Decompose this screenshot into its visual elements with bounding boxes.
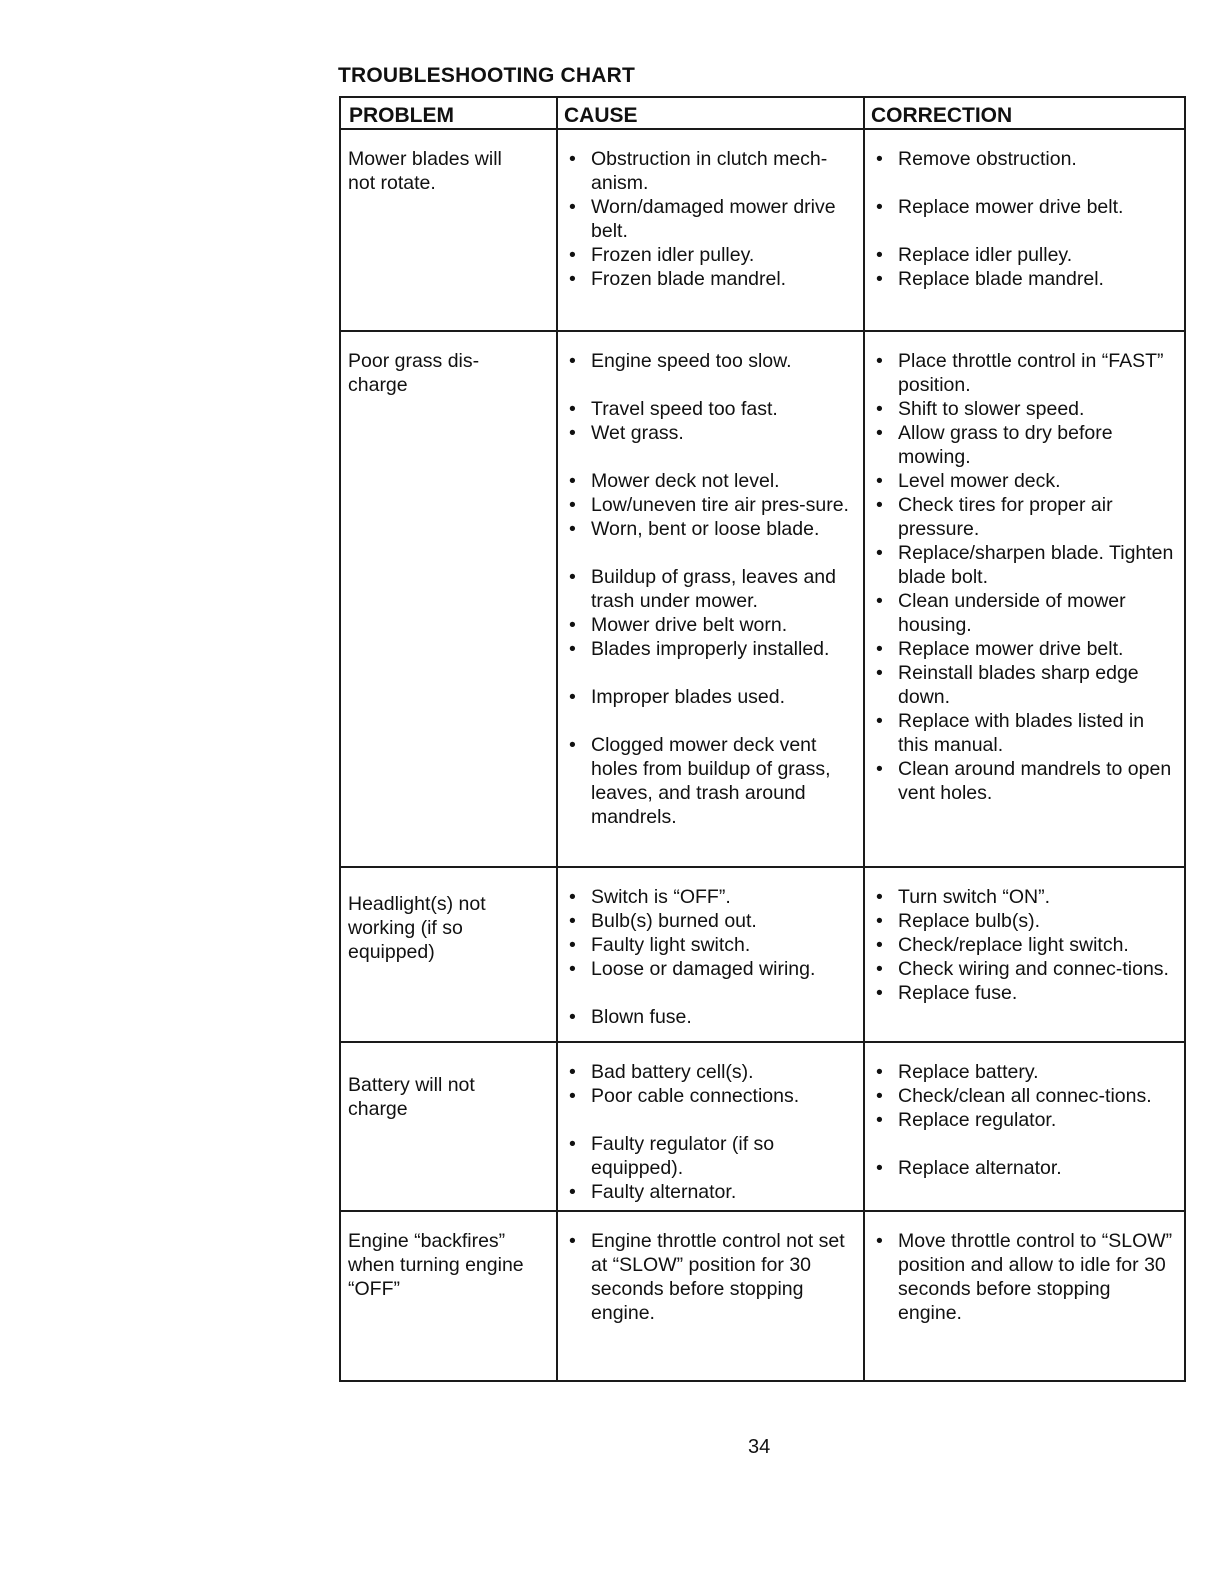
correction-item: • Check tires for proper air pressure. — [872, 493, 1178, 541]
cause-item: • Engine throttle control not set at “SLOW” position for 30 seconds before stopping engine. — [565, 1229, 857, 1325]
problem-cell — [340, 1042, 557, 1211]
header-correction: CORRECTION — [864, 97, 1185, 129]
correction-cell — [864, 129, 1185, 331]
cause-item: • Loose or damaged wiring. — [565, 957, 857, 981]
correction-item: • Level mower deck. — [872, 469, 1178, 493]
correction-item: • Clean underside of mower housing. — [872, 589, 1178, 637]
correction-item: • Replace mower drive belt. — [872, 195, 1178, 219]
cause-item: • Bad battery cell(s). — [565, 1060, 857, 1084]
correction-item: • Replace bulb(s). — [872, 909, 1178, 933]
cause-item: • Wet grass. — [565, 421, 857, 445]
cause-item: • Blown fuse. — [565, 1005, 857, 1029]
cause-cell — [557, 129, 864, 331]
problem-cell — [340, 1211, 557, 1381]
correction-item: • Replace mower drive belt. — [872, 637, 1178, 661]
correction-item: • Place throttle control in “FAST” position. — [872, 349, 1178, 397]
cause-item: • Faulty alternator. — [565, 1180, 857, 1204]
table-row — [340, 867, 1185, 1042]
correction-cell — [864, 1211, 1185, 1381]
correction-cell — [864, 331, 1185, 867]
cause-item: • Obstruction in clutch mech-anism. — [565, 147, 857, 195]
correction-item: • Replace blade mandrel. — [872, 267, 1178, 291]
cause-cell — [557, 331, 864, 867]
cause-item: • Poor cable connections. — [565, 1084, 857, 1108]
correction-item: • Shift to slower speed. — [872, 397, 1178, 421]
cause-item: • Low/uneven tire air pres-sure. — [565, 493, 857, 517]
correction-item: • Turn switch “ON”. — [872, 885, 1178, 909]
table-header-row — [340, 97, 1185, 129]
cause-item: • Travel speed too fast. — [565, 397, 857, 421]
table-row — [340, 331, 1185, 867]
problem-cell — [340, 129, 557, 331]
correction-item: • Move throttle control to “SLOW” position and allow to idle for 30 seconds before stopping engine. — [872, 1229, 1178, 1325]
problem-text: Battery will not charge — [348, 1074, 475, 1120]
correction-item: • Replace idler pulley. — [872, 243, 1178, 267]
troubleshooting-table — [339, 96, 1186, 1382]
correction-item: • Check/replace light switch. — [872, 933, 1178, 957]
cause-item: • Mower deck not level. — [565, 469, 857, 493]
correction-item: • Check/clean all connec-tions. — [872, 1084, 1178, 1108]
cause-item: • Faulty light switch. — [565, 933, 857, 957]
correction-item: • Clean around mandrels to open vent holes. — [872, 757, 1178, 805]
cause-cell — [557, 1042, 864, 1211]
correction-item: • Replace fuse. — [872, 981, 1178, 1005]
correction-item: • Replace with blades listed in this manual. — [872, 709, 1178, 757]
cause-item: • Engine speed too slow. — [565, 349, 857, 373]
cause-item: • Buildup of grass, leaves and trash under mower. — [565, 565, 857, 613]
cause-item: • Blades improperly installed. — [565, 637, 857, 661]
cause-item: • Clogged mower deck vent holes from buildup of grass, leaves, and trash around mandrels. — [565, 733, 857, 829]
cause-item: • Worn/damaged mower drive belt. — [565, 195, 857, 243]
correction-item: • Replace alternator. — [872, 1156, 1178, 1180]
cause-item: • Mower drive belt worn. — [565, 613, 857, 637]
correction-item: • Allow grass to dry before mowing. — [872, 421, 1178, 469]
cause-item: • Worn, bent or loose blade. — [565, 517, 857, 541]
problem-text: Headlight(s) not working (if so equipped) — [348, 893, 486, 963]
problem-text: Engine “backfires” when turning engine “OFF” — [348, 1230, 524, 1300]
header-cause: CAUSE — [557, 97, 864, 129]
cause-item: • Frozen blade mandrel. — [565, 267, 857, 291]
cause-item: • Frozen idler pulley. — [565, 243, 857, 267]
problem-cell — [340, 867, 557, 1042]
cause-cell — [557, 867, 864, 1042]
correction-cell — [864, 1042, 1185, 1211]
page-number: 34 — [748, 1436, 771, 1458]
correction-item: • Reinstall blades sharp edge down. — [872, 661, 1178, 709]
cause-item: • Faulty regulator (if so equipped). — [565, 1132, 857, 1180]
correction-item: • Replace battery. — [872, 1060, 1178, 1084]
header-problem: PROBLEM — [340, 97, 557, 129]
chart-title: TROUBLESHOOTING CHART — [338, 64, 636, 87]
correction-cell — [864, 867, 1185, 1042]
correction-item: • Replace regulator. — [872, 1108, 1178, 1132]
table-row — [340, 129, 1185, 331]
cause-item: • Switch is “OFF”. — [565, 885, 857, 909]
correction-item: • Check wiring and connec-tions. — [872, 957, 1178, 981]
problem-text: Poor grass dis-charge — [348, 350, 480, 396]
cause-item: • Bulb(s) burned out. — [565, 909, 857, 933]
problem-cell — [340, 331, 557, 867]
cause-cell — [557, 1211, 864, 1381]
problem-text: Mower blades will not rotate. — [348, 148, 502, 194]
table-row — [340, 1211, 1185, 1381]
table-row — [340, 1042, 1185, 1211]
correction-item: • Replace/sharpen blade. Tighten blade bolt. — [872, 541, 1178, 589]
correction-item: • Remove obstruction. — [872, 147, 1178, 171]
cause-item: • Improper blades used. — [565, 685, 857, 709]
